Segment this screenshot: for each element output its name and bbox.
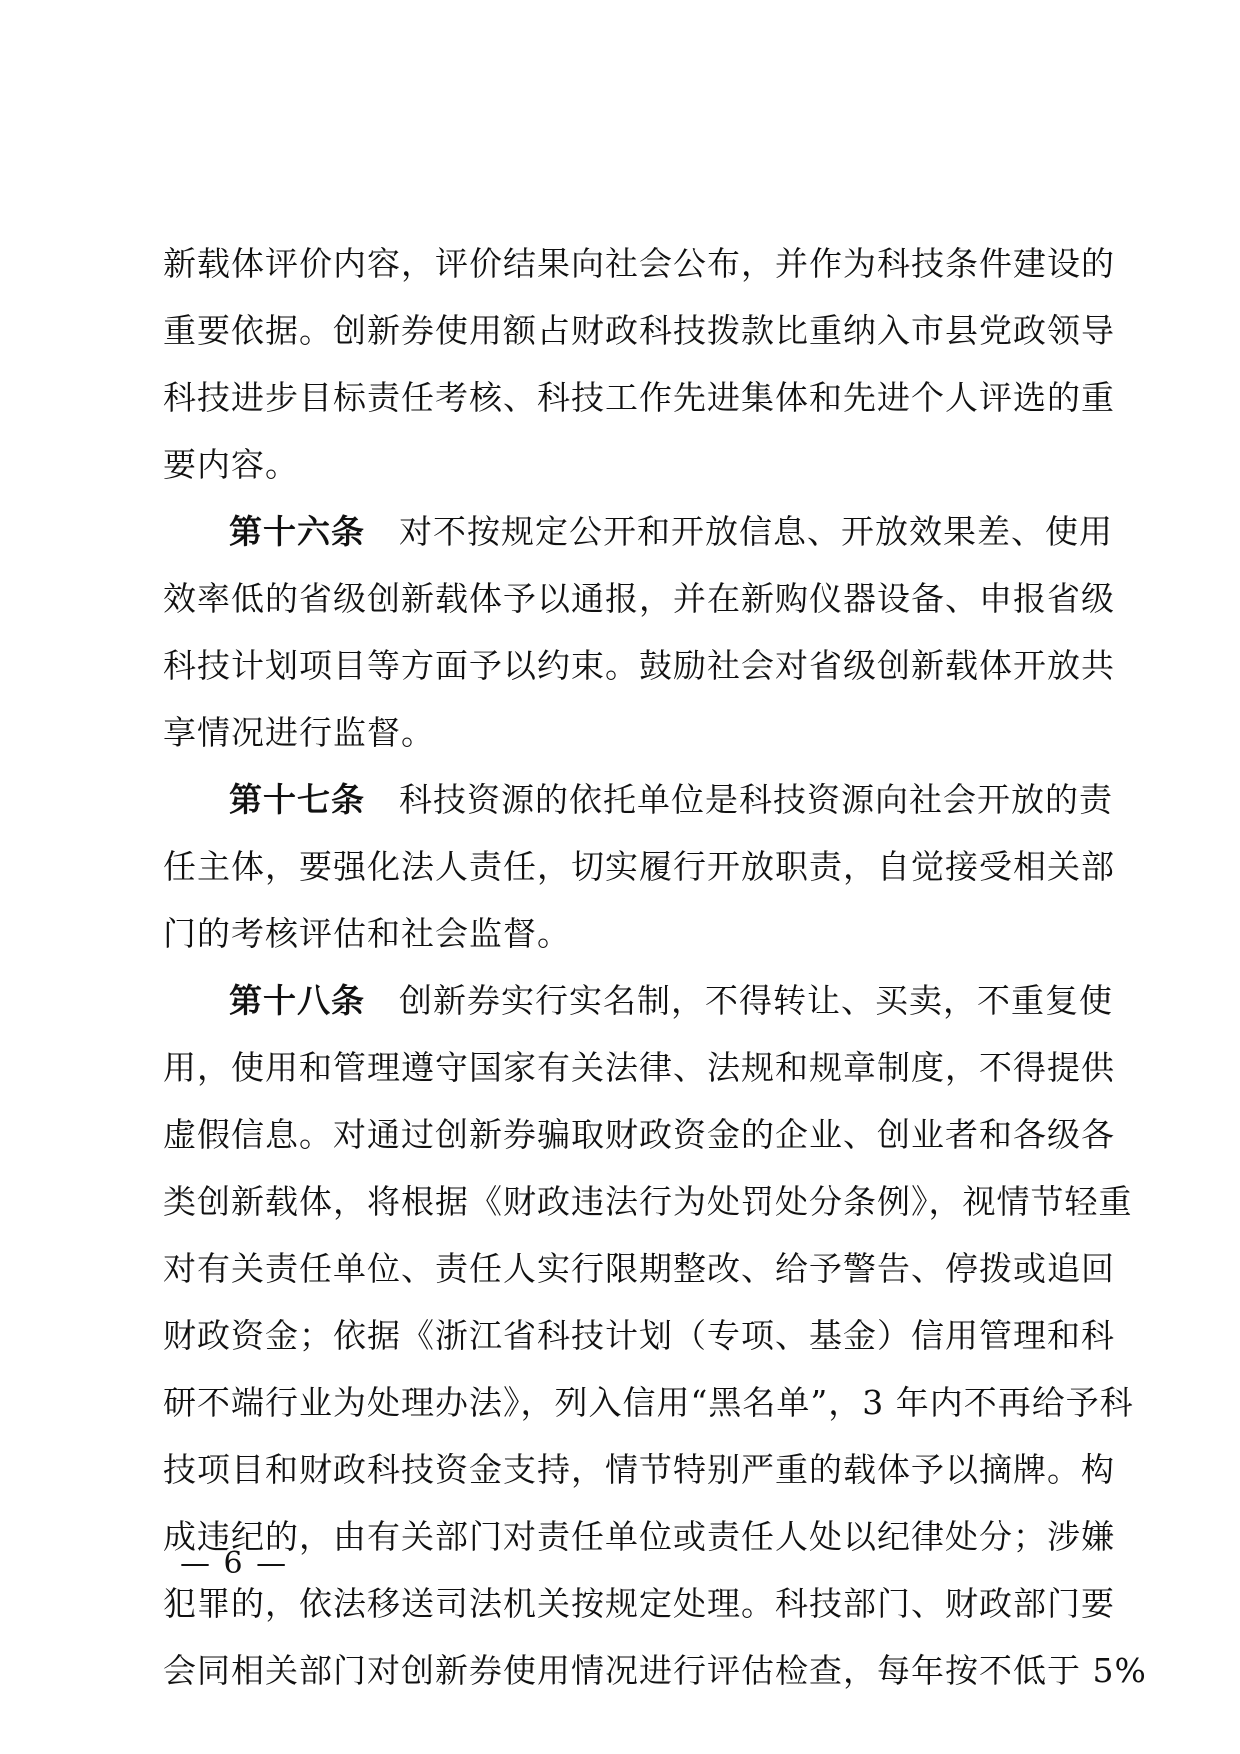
text-line: 对有关责任单位、责任人实行限期整改、给予警告、停拨或追回 bbox=[163, 1249, 1115, 1288]
article-16-heading: 第十六条 bbox=[229, 512, 365, 551]
article-16-first-line bbox=[163, 498, 1113, 565]
text-line: 重要依据。创新券使用额占财政科技拨款比重纳入市县党政领导 bbox=[163, 311, 1115, 350]
text-line: 要内容。 bbox=[163, 445, 299, 484]
text-line: 效率低的省级创新载体予以通报，并在新购仪器设备、申报省级 bbox=[163, 579, 1115, 618]
text-line: 科技计划项目等方面予以约束。鼓励社会对省级创新载体开放共 bbox=[163, 646, 1115, 685]
article-17-text: 科技资源的依托单位是科技资源向社会开放的责 bbox=[399, 780, 1113, 819]
text-line: 新载体评价内容，评价结果向社会公布，并作为科技条件建设的 bbox=[163, 244, 1115, 283]
text-line: 用，使用和管理遵守国家有关法律、法规和规章制度，不得提供 bbox=[163, 1048, 1115, 1087]
text-line: 虚假信息。对通过创新券骗取财政资金的企业、创业者和各级各 bbox=[163, 1115, 1115, 1154]
article-18-heading: 第十八条 bbox=[229, 981, 365, 1020]
article-16-text: 对不按规定公开和开放信息、开放效果差、使用 bbox=[399, 512, 1113, 551]
text-line: 科技进步目标责任考核、科技工作先进集体和先进个人评选的重 bbox=[163, 378, 1115, 417]
text-line: 任主体，要强化法人责任，切实履行开放职责，自觉接受相关部 bbox=[163, 847, 1115, 886]
text-line: 财政资金；依据《浙江省科技计划（专项、基金）信用管理和科 bbox=[163, 1316, 1115, 1355]
article-17-heading: 第十七条 bbox=[229, 780, 365, 819]
article-18-first-line bbox=[163, 967, 1113, 1034]
document-body bbox=[163, 230, 1147, 1704]
page-number: — 6 — bbox=[180, 1546, 289, 1581]
text-line: 犯罪的，依法移送司法机关按规定处理。科技部门、财政部门要 bbox=[163, 1584, 1115, 1623]
text-line: 享情况进行监督。 bbox=[163, 713, 435, 752]
text-line: 研不端行业为处理办法》，列入信用“黑名单”，3 年内不再给予科 bbox=[163, 1383, 1134, 1422]
article-18-text: 创新券实行实名制，不得转让、买卖，不重复使 bbox=[399, 981, 1113, 1020]
article-17-first-line bbox=[163, 766, 1113, 833]
text-line: 门的考核评估和社会监督。 bbox=[163, 914, 571, 953]
text-line: 技项目和财政科技资金支持，情节特别严重的载体予以摘牌。构 bbox=[163, 1450, 1115, 1489]
text-line: 成违纪的，由有关部门对责任单位或责任人处以纪律处分；涉嫌 bbox=[163, 1517, 1115, 1556]
text-line: 类创新载体，将根据《财政违法行为处罚处分条例》，视情节轻重 bbox=[163, 1182, 1133, 1221]
text-line: 会同相关部门对创新券使用情况进行评估检查，每年按不低于 5% bbox=[163, 1651, 1147, 1690]
